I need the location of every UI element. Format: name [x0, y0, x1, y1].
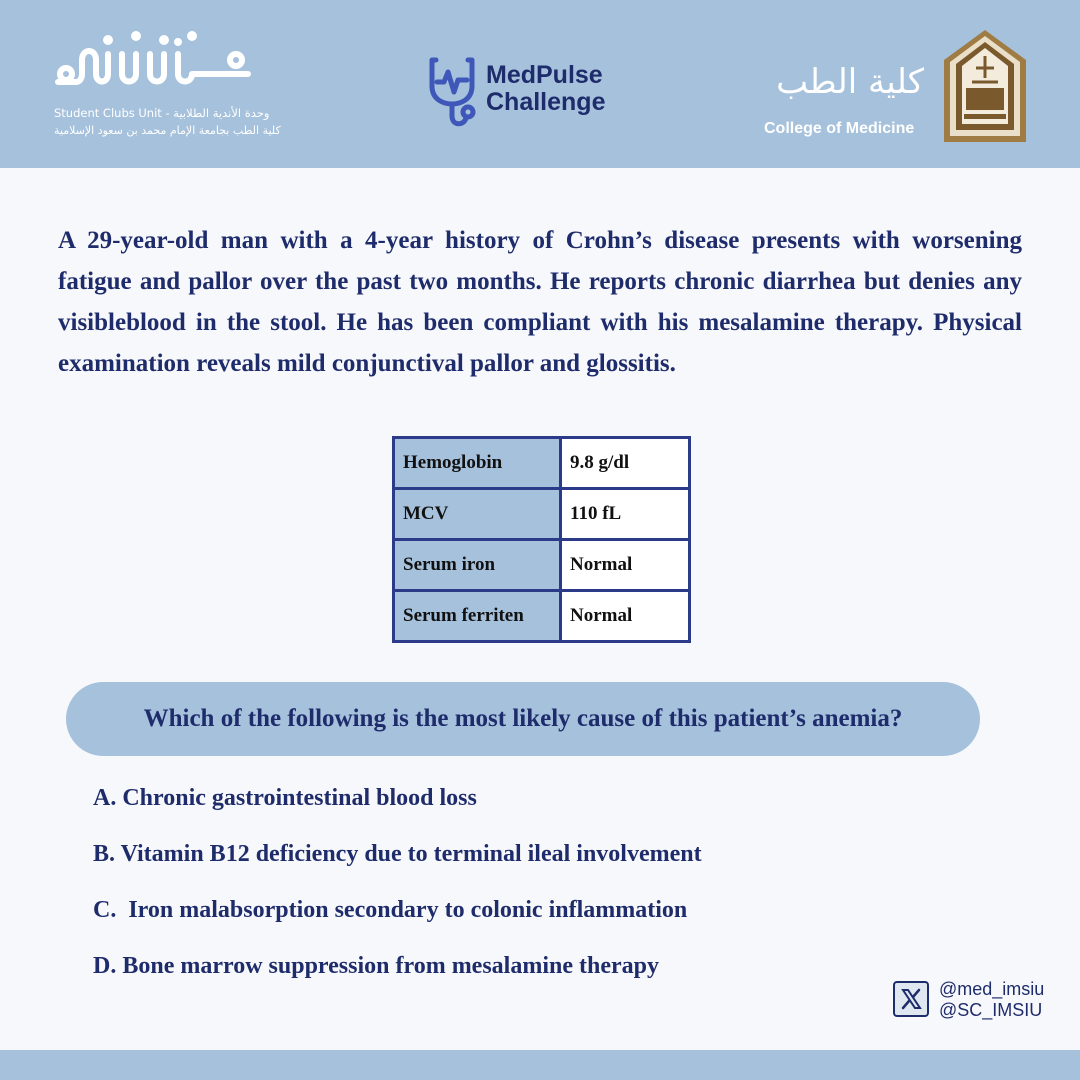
- footer-band: [0, 1050, 1080, 1080]
- question-stem: A 29-year-old man with a 4-year history of Crohn’s disease presents with worsening fatigue and pallor over the past two months. He reports chronic diarrhea but denies any visibleblood in the stool. He has been compliant with his mesalamine therapy. Physical examination reveals mild conjunctival pallor and glossitis.: [58, 227, 1022, 377]
- table-row: [394, 438, 690, 489]
- x-logo-icon[interactable]: [893, 981, 929, 1017]
- option-d[interactable]: D. Bone marrow suppression from mesalamine therapy: [93, 953, 659, 979]
- clubs-unit-arabic: وحدة الأندية الطلابية: [173, 106, 270, 120]
- college-arabic-name: كلية الطب: [776, 62, 924, 102]
- clubs-unit-label: Student Clubs Unit - وحدة الأندية الطلابية: [54, 106, 270, 120]
- option-c[interactable]: C. Iron malabsorption secondary to colonic inflammation: [93, 897, 688, 923]
- handle-med-imsiu[interactable]: @med_imsiu: [939, 979, 1045, 999]
- header-band: [0, 0, 1080, 168]
- university-crest-icon: [942, 28, 1028, 146]
- social-handles: [893, 981, 1063, 1025]
- clubs-college-arabic: كلية الطب بجامعة الإمام محمد بن سعود الإسلامية: [54, 124, 281, 137]
- option-a[interactable]: A. Chronic gastrointestinal blood loss: [93, 785, 477, 811]
- medpulse-logo: [428, 54, 628, 134]
- student-clubs-logo: [50, 30, 281, 145]
- handles-text: [939, 979, 1044, 1021]
- medpulse-line1: MedPulse: [486, 61, 603, 89]
- handle-sc-imsiu[interactable]: @SC_IMSIU: [939, 1000, 1043, 1020]
- lab-results-table: [392, 436, 691, 643]
- lab-name: Serum iron: [394, 540, 561, 591]
- lab-value: 110 fL: [561, 489, 690, 540]
- table-row: [394, 489, 690, 540]
- medpulse-title: [486, 62, 605, 116]
- stethoscope-icon: [428, 56, 480, 132]
- option-b[interactable]: B. Vitamin B12 deficiency due to terminal ileal involvement: [93, 841, 702, 867]
- lab-value: Normal: [561, 540, 690, 591]
- table-row: [394, 540, 690, 591]
- answer-options: [93, 778, 702, 1002]
- college-of-medicine-logo: [760, 28, 1060, 148]
- lab-value: Normal: [561, 591, 690, 642]
- college-english-name: College of Medicine: [764, 120, 915, 137]
- lab-name: MCV: [394, 489, 561, 540]
- student-clubs-mark-icon: [50, 30, 260, 100]
- lab-value: 9.8 g/dl: [561, 438, 690, 489]
- medpulse-line2: Challenge: [486, 88, 606, 116]
- clubs-unit-english: Student Clubs Unit: [54, 106, 162, 120]
- question-prompt: Which of the following is the most likely cause of this patient’s anemia?: [66, 682, 980, 756]
- table-row: [394, 591, 690, 642]
- lab-name: Serum ferriten: [394, 591, 561, 642]
- lab-name: Hemoglobin: [394, 438, 561, 489]
